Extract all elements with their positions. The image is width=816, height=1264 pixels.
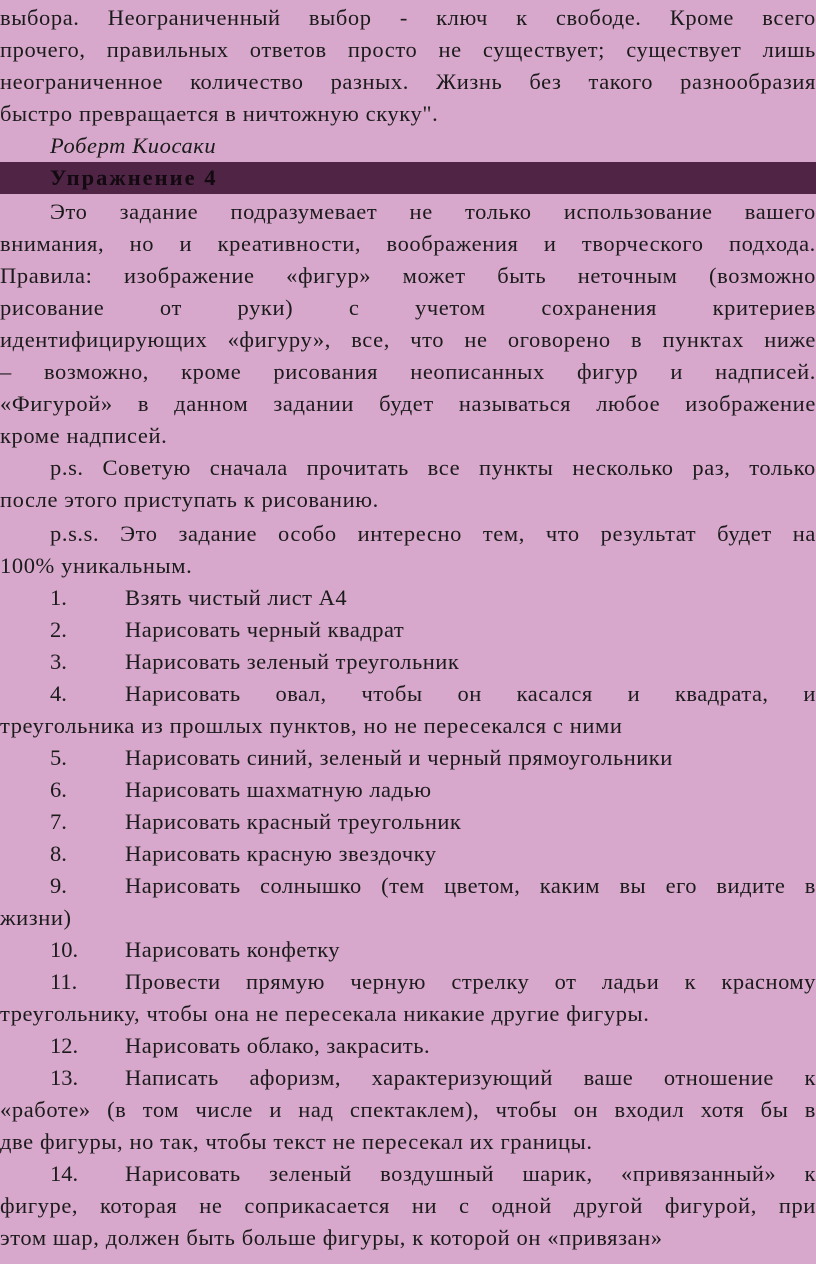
- word: задание: [119, 199, 199, 224]
- word: Это: [50, 199, 88, 224]
- word: подхода.: [728, 231, 816, 256]
- word: прочего,: [0, 37, 86, 62]
- intro-line: [0, 388, 816, 420]
- word: количество: [190, 69, 304, 94]
- word: творческого: [581, 231, 704, 256]
- word: называться: [458, 391, 572, 416]
- word: неописанных: [410, 359, 545, 384]
- word: чтобы: [361, 681, 423, 706]
- list-item-text: Взять чистый лист А4: [125, 585, 348, 610]
- word: что: [545, 521, 580, 546]
- word: характеризующий: [371, 1065, 553, 1090]
- list-item-text: Нарисовать зеленый треугольник: [125, 649, 460, 674]
- list-item-number: 9.: [50, 873, 67, 898]
- word: к: [684, 969, 697, 994]
- intro-line: [0, 260, 816, 292]
- list-item-text: [125, 1158, 816, 1190]
- word: воздушный: [380, 1161, 495, 1186]
- word: при: [778, 1193, 816, 1218]
- word: выбора.: [0, 5, 80, 30]
- word: будет: [379, 391, 434, 416]
- list-item-number: 1.: [50, 585, 67, 610]
- word: Нарисовать: [125, 1161, 241, 1186]
- word: всего: [762, 5, 816, 30]
- word: от: [159, 295, 182, 320]
- word: задание: [178, 521, 258, 546]
- list-item-number: 7.: [50, 809, 67, 834]
- word: Правила:: [0, 263, 93, 288]
- word: «привязанный»: [621, 1161, 777, 1186]
- word: оговорено: [507, 327, 611, 352]
- word: может: [402, 263, 466, 288]
- list-item-text: Нарисовать черный квадрат: [125, 617, 405, 642]
- word: неточным: [577, 263, 678, 288]
- word: раз,: [692, 455, 731, 480]
- word: Кроме: [669, 5, 735, 30]
- word: учетом: [415, 295, 486, 320]
- word: соприкасается: [244, 1193, 390, 1218]
- word: на: [792, 521, 816, 546]
- word: возможно,: [43, 359, 150, 384]
- word: разных.: [330, 69, 409, 94]
- word: (возможно: [709, 263, 816, 288]
- word: и: [803, 681, 816, 706]
- word: он: [573, 1097, 599, 1122]
- word: лишь: [762, 37, 816, 62]
- word: зеленый: [268, 1161, 352, 1186]
- ps-line: после этого приступать к рисованию.: [0, 487, 379, 512]
- quote-line: [0, 66, 816, 98]
- word: рисование: [0, 295, 105, 320]
- word: в: [804, 1097, 816, 1122]
- quote-line: [0, 2, 816, 34]
- word: с: [459, 1193, 470, 1218]
- word: любое: [596, 391, 661, 416]
- word: все: [427, 455, 461, 480]
- word: интересно: [357, 521, 462, 546]
- word: он: [457, 681, 482, 706]
- word: вы: [619, 873, 647, 898]
- word: данном: [174, 391, 249, 416]
- word: с: [348, 295, 360, 320]
- word: которая: [100, 1193, 178, 1218]
- quote-line: [0, 34, 816, 66]
- word: Провести: [125, 969, 221, 994]
- word: в: [804, 873, 816, 898]
- word: видите: [716, 873, 786, 898]
- word: руки): [237, 295, 294, 320]
- word: несколько: [572, 455, 674, 480]
- list-item-number: 5.: [50, 745, 67, 770]
- list-item-text: Нарисовать шахматную ладью: [125, 777, 432, 802]
- word: существует: [626, 37, 742, 62]
- word: ключ: [436, 5, 488, 30]
- word: рисования: [273, 359, 379, 384]
- word: правильных: [106, 37, 229, 62]
- list-item-number: 2.: [50, 617, 67, 642]
- pss-line: [0, 518, 816, 550]
- word: не: [438, 37, 462, 62]
- word: другой: [573, 1193, 643, 1218]
- list-item-text: [125, 966, 816, 998]
- word: быть: [497, 263, 547, 288]
- word: такого: [588, 69, 654, 94]
- list-item-text: [125, 678, 816, 710]
- word: но: [129, 231, 155, 256]
- word: воображения: [386, 231, 519, 256]
- list-item-number: 3.: [50, 649, 67, 674]
- intro-line: [0, 324, 816, 356]
- word: каким: [539, 873, 601, 898]
- list-item-number: 10.: [50, 937, 79, 962]
- exercise-heading: Упражнение 4: [50, 165, 218, 190]
- word: не: [199, 1193, 223, 1218]
- list-item-text: Нарисовать облако, закрасить.: [125, 1033, 431, 1058]
- word: без: [529, 69, 562, 94]
- word: и: [543, 231, 557, 256]
- list-item-text: Нарисовать синий, зеленый и черный прямоугольники: [125, 745, 673, 770]
- word: овал,: [275, 681, 327, 706]
- word: и: [179, 231, 193, 256]
- word: существует;: [482, 37, 606, 62]
- list-item-text: жизни): [0, 905, 72, 930]
- word: «работе»: [0, 1097, 91, 1122]
- word: шарик,: [522, 1161, 593, 1186]
- word: черную: [350, 969, 426, 994]
- list-item-number: 13.: [50, 1065, 79, 1090]
- word: задании: [273, 391, 355, 416]
- word: над: [298, 1097, 334, 1122]
- word: –: [0, 359, 12, 384]
- word: хотя: [700, 1097, 745, 1122]
- word: солнышко: [260, 873, 362, 898]
- list-item-text: [125, 870, 816, 902]
- word: Неограниченный: [107, 5, 281, 30]
- word: Нарисовать: [125, 681, 241, 706]
- quote-line: быстро превращается в ничтожную скуку".: [0, 101, 439, 126]
- list-item-number: 4.: [50, 681, 67, 706]
- intro-line: [0, 228, 816, 260]
- word: фигурой,: [664, 1193, 757, 1218]
- word: что: [410, 327, 445, 352]
- word: стрелку: [451, 969, 530, 994]
- list-item-text: Нарисовать конфетку: [125, 937, 341, 962]
- word: красному: [721, 969, 816, 994]
- word: внимания,: [0, 231, 105, 256]
- word: «фигур»: [286, 263, 372, 288]
- intro-line: [0, 356, 816, 388]
- word: кроме: [181, 359, 242, 384]
- word: одной: [491, 1193, 552, 1218]
- word: ладьи: [601, 969, 660, 994]
- word: ответов: [249, 37, 327, 62]
- intro-line: [0, 196, 816, 228]
- word: (в: [107, 1097, 127, 1122]
- word: «Фигурой»: [0, 391, 113, 416]
- list-item-number: 14.: [50, 1161, 79, 1186]
- word: результат: [600, 521, 697, 546]
- word: его: [665, 873, 697, 898]
- word: Это: [120, 521, 158, 546]
- list-item-text: треугольника из прошлых пунктов, но не пересекался с ними: [0, 713, 623, 738]
- word: идентифицирующих: [0, 327, 208, 352]
- word: изображение: [685, 391, 816, 416]
- word: критериев: [712, 295, 816, 320]
- list-item-text: [0, 1190, 816, 1222]
- list-item-text: [0, 1094, 816, 1126]
- word: только: [749, 455, 816, 480]
- word: надписей.: [715, 359, 816, 384]
- word: и: [269, 1097, 282, 1122]
- word: p.s.s.: [50, 521, 100, 546]
- word: все,: [351, 327, 390, 352]
- word: Советую: [102, 455, 191, 480]
- list-item-text: [125, 1062, 816, 1094]
- word: использование: [563, 199, 713, 224]
- word: фигур: [576, 359, 639, 384]
- word: бы: [760, 1097, 789, 1122]
- word: афоризм,: [249, 1065, 341, 1090]
- word: прочитать: [306, 455, 409, 480]
- list-item-text: Нарисовать красный треугольник: [125, 809, 462, 834]
- word: не: [464, 327, 488, 352]
- word: ваше: [583, 1065, 634, 1090]
- word: разнообразия: [680, 69, 816, 94]
- word: особо: [277, 521, 337, 546]
- word: прямую: [246, 969, 325, 994]
- word: том: [142, 1097, 180, 1122]
- word: чтобы: [495, 1097, 558, 1122]
- word: отношение: [663, 1065, 774, 1090]
- word: вашего: [744, 199, 816, 224]
- word: входил: [614, 1097, 685, 1122]
- word: подразумевает: [230, 199, 378, 224]
- word: в: [137, 391, 150, 416]
- list-item-text: этом шар, должен быть больше фигуры, к которой он «привязан»: [0, 1225, 663, 1250]
- word: цветом,: [444, 873, 521, 898]
- word: выбор: [308, 5, 372, 30]
- word: в: [630, 327, 643, 352]
- word: «фигуру»,: [227, 327, 331, 352]
- list-item-number: 11.: [50, 969, 78, 994]
- word: к: [804, 1065, 816, 1090]
- word: фигуре,: [0, 1193, 79, 1218]
- word: и: [670, 359, 684, 384]
- word: креативности,: [217, 231, 362, 256]
- quote-author: Роберт Киосаки: [50, 133, 217, 158]
- word: не: [409, 199, 433, 224]
- word: к: [804, 1161, 816, 1186]
- word: касался: [516, 681, 593, 706]
- word: к: [516, 5, 528, 30]
- word: свободе.: [555, 5, 642, 30]
- list-item-text: две фигуры, но так, чтобы текст не пересекал их границы.: [0, 1129, 593, 1154]
- pss-line: 100% уникальным.: [0, 553, 193, 578]
- word: p.s.: [50, 455, 84, 480]
- word: ни: [411, 1193, 438, 1218]
- list-item-number: 6.: [50, 777, 67, 802]
- list-item-number: 8.: [50, 841, 67, 866]
- list-item-number: 12.: [50, 1033, 79, 1058]
- word: Жизнь: [435, 69, 503, 94]
- list-item-text: треугольнику, чтобы она не пересекала никакие другие фигуры.: [0, 1001, 650, 1026]
- word: просто: [347, 37, 418, 62]
- word: неограниченное: [0, 69, 164, 94]
- word: ниже: [764, 327, 816, 352]
- word: изображение: [123, 263, 255, 288]
- word: -: [399, 5, 408, 30]
- word: Написать: [125, 1065, 219, 1090]
- word: сначала: [209, 455, 288, 480]
- word: (тем: [381, 873, 425, 898]
- word: числе: [195, 1097, 253, 1122]
- intro-line: кроме надписей.: [0, 423, 168, 448]
- word: пункты: [479, 455, 554, 480]
- word: пунктах: [662, 327, 744, 352]
- word: только: [465, 199, 532, 224]
- word: и: [627, 681, 641, 706]
- list-item-text: Нарисовать красную звездочку: [125, 841, 437, 866]
- word: тем,: [482, 521, 525, 546]
- word: спектаклем),: [349, 1097, 480, 1122]
- word: будет: [717, 521, 772, 546]
- intro-line: [0, 292, 816, 324]
- word: Нарисовать: [125, 873, 241, 898]
- ps-line: [0, 452, 816, 484]
- word: от: [554, 969, 577, 994]
- word: сохранения: [541, 295, 657, 320]
- word: квадрата,: [674, 681, 769, 706]
